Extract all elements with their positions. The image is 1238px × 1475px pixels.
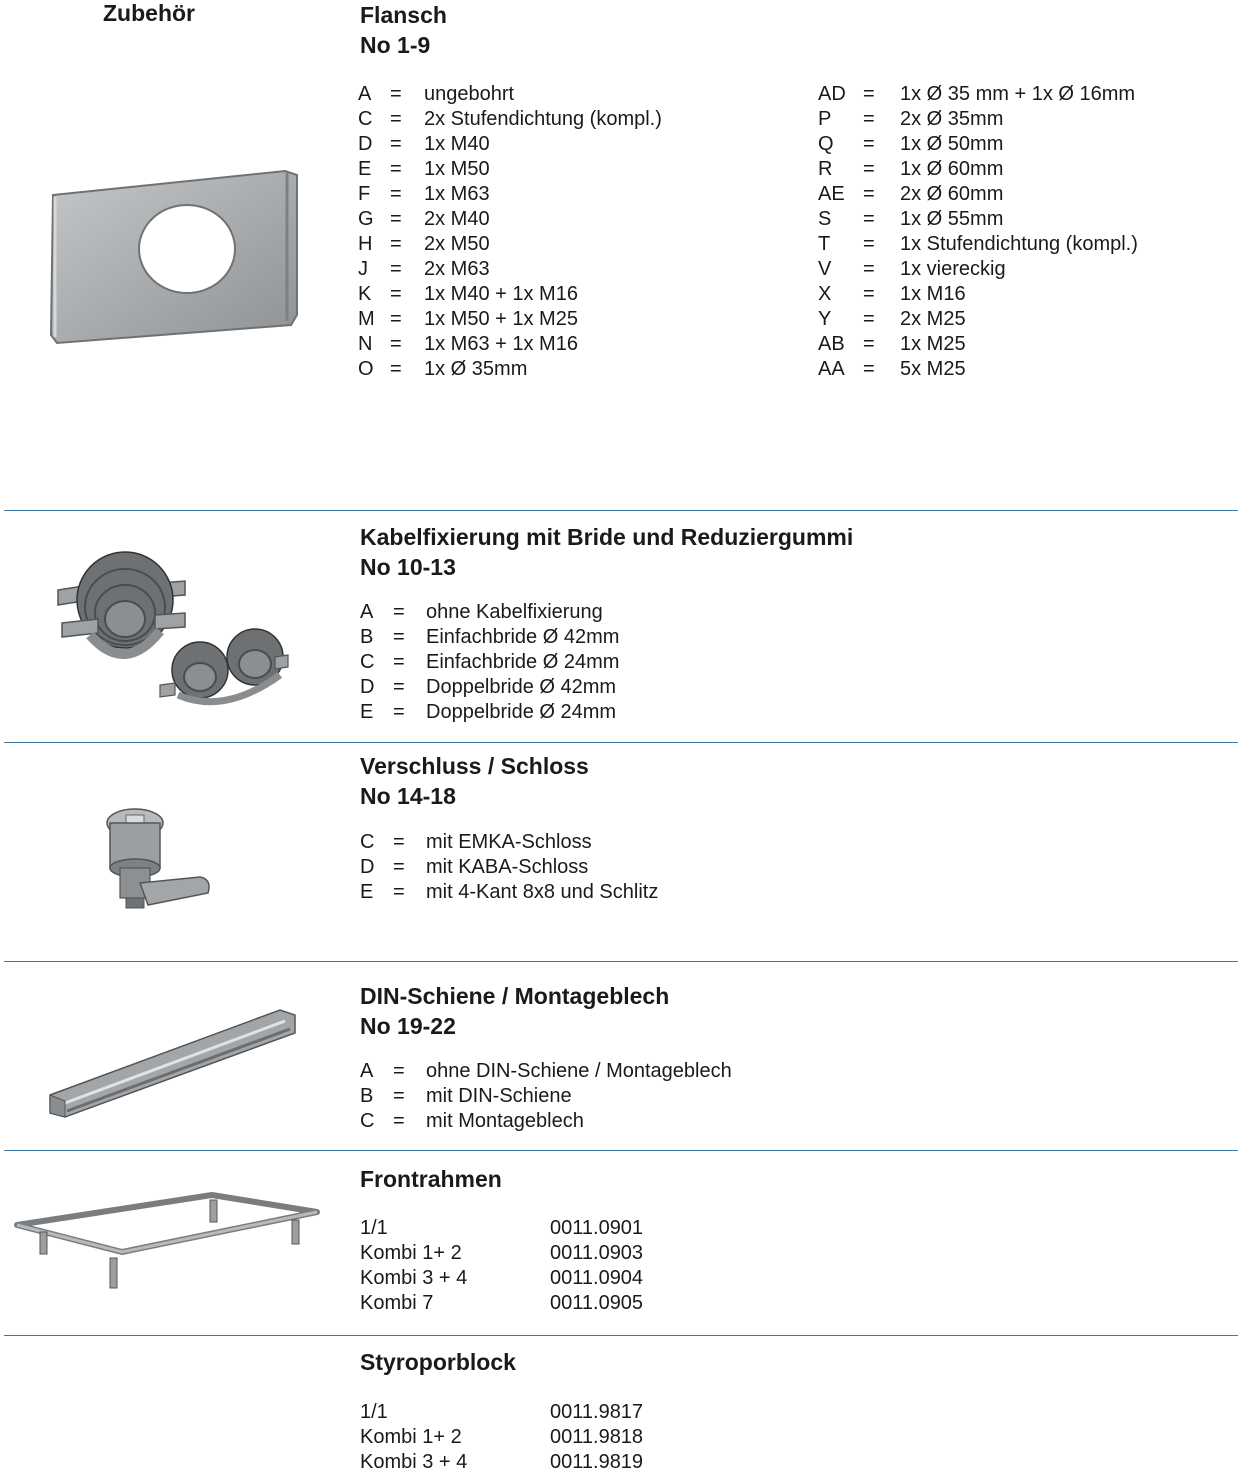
option-code: E: [360, 881, 374, 903]
option-row: [358, 307, 798, 332]
option-desc: 2x M50: [424, 233, 490, 255]
article-number-cell: 0011.0903: [550, 1242, 644, 1264]
option-eq: =: [863, 108, 875, 130]
lock-image: [100, 805, 220, 915]
schloss-title: Verschluss / Schloss: [360, 753, 589, 779]
option-desc: Doppelbride Ø 42mm: [426, 676, 617, 698]
option-row: [360, 700, 960, 725]
option-eq: =: [863, 258, 875, 280]
option-eq: =: [390, 158, 402, 180]
option-row: [360, 625, 960, 650]
styropor-table: [360, 1400, 860, 1475]
section-divider: [4, 961, 1238, 962]
option-row: [360, 855, 960, 880]
option-eq: =: [393, 881, 405, 903]
option-desc: mit KABA-Schloss: [426, 856, 589, 878]
option-eq: =: [863, 283, 875, 305]
option-code: F: [358, 183, 371, 205]
option-desc: 2x Ø 60mm: [900, 183, 1004, 205]
option-desc: ohne DIN-Schiene / Montageblech: [426, 1060, 732, 1082]
option-eq: =: [393, 1110, 405, 1132]
option-row: [818, 357, 1228, 382]
option-row: [360, 1109, 960, 1134]
cable-clamp-image: [50, 545, 290, 715]
option-code: A: [360, 1060, 374, 1082]
option-row: [818, 332, 1228, 357]
option-desc: ohne Kabelfixierung: [426, 601, 603, 623]
option-eq: =: [863, 333, 875, 355]
flansch-title: Flansch: [360, 2, 447, 28]
option-row: [358, 182, 798, 207]
size-cell: 1/1: [360, 1401, 388, 1423]
option-eq: =: [390, 258, 402, 280]
option-code: H: [358, 233, 373, 255]
option-code: C: [360, 831, 375, 853]
option-desc: 2x M40: [424, 208, 490, 230]
option-row: [358, 357, 798, 382]
option-eq: =: [390, 333, 402, 355]
option-code: Q: [818, 133, 834, 155]
option-desc: 1x Ø 35 mm + 1x Ø 16mm: [900, 83, 1136, 105]
frontrahmen-table: [360, 1216, 860, 1316]
option-eq: =: [393, 1085, 405, 1107]
option-code: E: [358, 158, 372, 180]
option-desc: 1x Ø 60mm: [900, 158, 1004, 180]
option-row: [358, 82, 798, 107]
option-eq: =: [863, 83, 875, 105]
option-row: [360, 600, 960, 625]
option-row: [818, 182, 1228, 207]
din-options: [360, 1059, 960, 1134]
option-code: T: [818, 233, 831, 255]
option-code: AA: [818, 358, 845, 380]
option-eq: =: [390, 183, 402, 205]
kabel-options: [360, 600, 960, 725]
option-row: [818, 207, 1228, 232]
din-number: No 19-22: [360, 1013, 456, 1039]
option-code: N: [358, 333, 373, 355]
option-desc: 2x M63: [424, 258, 490, 280]
option-code: O: [358, 358, 374, 380]
option-code: K: [358, 283, 372, 305]
table-row: [360, 1266, 860, 1291]
option-code: C: [360, 651, 375, 673]
option-desc: 1x M25: [900, 333, 966, 355]
option-code: B: [360, 626, 374, 648]
flange-plate-image: [45, 165, 300, 345]
section-divider: [4, 1335, 1238, 1336]
option-desc: 1x M16: [900, 283, 966, 305]
section-divider: [4, 510, 1238, 511]
option-row: [818, 107, 1228, 132]
option-eq: =: [863, 308, 875, 330]
table-row: [360, 1241, 860, 1266]
option-eq: =: [863, 358, 875, 380]
option-eq: =: [863, 158, 875, 180]
option-code: E: [360, 701, 374, 723]
din-rail-image: [45, 1005, 305, 1125]
size-cell: Kombi 1+ 2: [360, 1242, 462, 1264]
option-code: Y: [818, 308, 832, 330]
option-eq: =: [393, 856, 405, 878]
option-eq: =: [863, 233, 875, 255]
option-row: [818, 132, 1228, 157]
option-eq: =: [393, 651, 405, 673]
option-code: A: [358, 83, 372, 105]
option-code: X: [818, 283, 832, 305]
option-row: [818, 82, 1228, 107]
option-desc: ungebohrt: [424, 83, 515, 105]
article-number-cell: 0011.0905: [550, 1292, 644, 1314]
option-row: [358, 257, 798, 282]
option-desc: 1x M50 + 1x M25: [424, 308, 578, 330]
option-desc: 1x M63: [424, 183, 490, 205]
option-code: D: [360, 676, 375, 698]
table-row: [360, 1291, 860, 1316]
section-divider: [4, 742, 1238, 743]
din-title: DIN-Schiene / Montageblech: [360, 983, 670, 1009]
option-row: [360, 675, 960, 700]
option-eq: =: [390, 358, 402, 380]
option-row: [360, 650, 960, 675]
option-row: [818, 257, 1228, 282]
option-code: G: [358, 208, 374, 230]
option-eq: =: [390, 83, 402, 105]
option-row: [818, 307, 1228, 332]
option-desc: 1x Ø 50mm: [900, 133, 1004, 155]
option-desc: 5x M25: [900, 358, 966, 380]
option-eq: =: [390, 133, 402, 155]
option-desc: Doppelbride Ø 24mm: [426, 701, 617, 723]
flansch-options-right: [818, 82, 1228, 382]
option-code: J: [358, 258, 368, 280]
option-desc: 1x Stufendichtung (kompl.): [900, 233, 1138, 255]
option-row: [358, 232, 798, 257]
article-number-cell: 0011.9819: [550, 1451, 644, 1473]
option-eq: =: [863, 133, 875, 155]
option-eq: =: [390, 283, 402, 305]
option-code: A: [360, 601, 374, 623]
option-desc: 1x M40 + 1x M16: [424, 283, 578, 305]
option-code: R: [818, 158, 833, 180]
flansch-number: No 1-9: [360, 32, 431, 58]
option-desc: 1x viereckig: [900, 258, 1006, 280]
kabel-number: No 10-13: [360, 554, 456, 580]
schloss-options: [360, 830, 960, 905]
option-desc: mit EMKA-Schloss: [426, 831, 592, 853]
option-eq: =: [393, 1060, 405, 1082]
option-desc: mit Montageblech: [426, 1110, 584, 1132]
option-desc: 1x Ø 35mm: [424, 358, 528, 380]
option-code: AE: [818, 183, 845, 205]
option-desc: mit DIN-Schiene: [426, 1085, 572, 1107]
option-row: [358, 157, 798, 182]
option-eq: =: [393, 626, 405, 648]
option-row: [818, 232, 1228, 257]
option-row: [360, 830, 960, 855]
table-row: [360, 1450, 860, 1475]
article-number-cell: 0011.0901: [550, 1217, 644, 1239]
option-eq: =: [393, 701, 405, 723]
option-desc: 1x M50: [424, 158, 490, 180]
option-code: D: [358, 133, 373, 155]
size-cell: Kombi 3 + 4: [360, 1267, 468, 1289]
kabel-title: Kabelfixierung mit Bride und Reduziergummi: [360, 524, 854, 550]
styropor-title: Styroporblock: [360, 1349, 516, 1375]
option-code: AB: [818, 333, 845, 355]
page-heading: Zubehör: [103, 0, 195, 26]
front-frame-image: [12, 1190, 322, 1295]
option-eq: =: [863, 208, 875, 230]
option-row: [360, 880, 960, 905]
option-code: P: [818, 108, 832, 130]
option-code: V: [818, 258, 832, 280]
table-row: [360, 1216, 860, 1241]
option-row: [360, 1084, 960, 1109]
article-number-cell: 0011.9817: [550, 1401, 644, 1423]
option-eq: =: [390, 308, 402, 330]
option-code: AD: [818, 83, 846, 105]
option-code: C: [360, 1110, 375, 1132]
size-cell: Kombi 7: [360, 1292, 434, 1314]
option-code: M: [358, 308, 375, 330]
option-code: B: [360, 1085, 374, 1107]
schloss-number: No 14-18: [360, 783, 456, 809]
option-desc: 1x M63 + 1x M16: [424, 333, 578, 355]
option-eq: =: [393, 601, 405, 623]
table-row: [360, 1425, 860, 1450]
option-row: [358, 132, 798, 157]
option-eq: =: [390, 108, 402, 130]
option-row: [818, 282, 1228, 307]
article-number-cell: 0011.0904: [550, 1267, 644, 1289]
table-row: [360, 1400, 860, 1425]
option-eq: =: [863, 183, 875, 205]
section-divider: [4, 1150, 1238, 1151]
option-eq: =: [393, 831, 405, 853]
option-row: [358, 282, 798, 307]
option-code: S: [818, 208, 832, 230]
flansch-options-left: [358, 82, 798, 382]
option-code: D: [360, 856, 375, 878]
frontrahmen-title: Frontrahmen: [360, 1166, 502, 1192]
option-desc: Einfachbride Ø 24mm: [426, 651, 620, 673]
option-desc: 1x Ø 55mm: [900, 208, 1004, 230]
option-desc: Einfachbride Ø 42mm: [426, 626, 620, 648]
option-eq: =: [390, 208, 402, 230]
option-row: [358, 107, 798, 132]
option-eq: =: [390, 233, 402, 255]
article-number-cell: 0011.9818: [550, 1426, 644, 1448]
option-desc: 2x Ø 35mm: [900, 108, 1004, 130]
option-row: [358, 332, 798, 357]
option-row: [360, 1059, 960, 1084]
option-eq: =: [393, 676, 405, 698]
option-desc: 2x M25: [900, 308, 966, 330]
option-code: C: [358, 108, 373, 130]
option-row: [818, 157, 1228, 182]
option-desc: 2x Stufendichtung (kompl.): [424, 108, 662, 130]
size-cell: Kombi 3 + 4: [360, 1451, 468, 1473]
option-desc: 1x M40: [424, 133, 490, 155]
size-cell: 1/1: [360, 1217, 388, 1239]
option-desc: mit 4-Kant 8x8 und Schlitz: [426, 881, 659, 903]
option-row: [358, 207, 798, 232]
size-cell: Kombi 1+ 2: [360, 1426, 462, 1448]
